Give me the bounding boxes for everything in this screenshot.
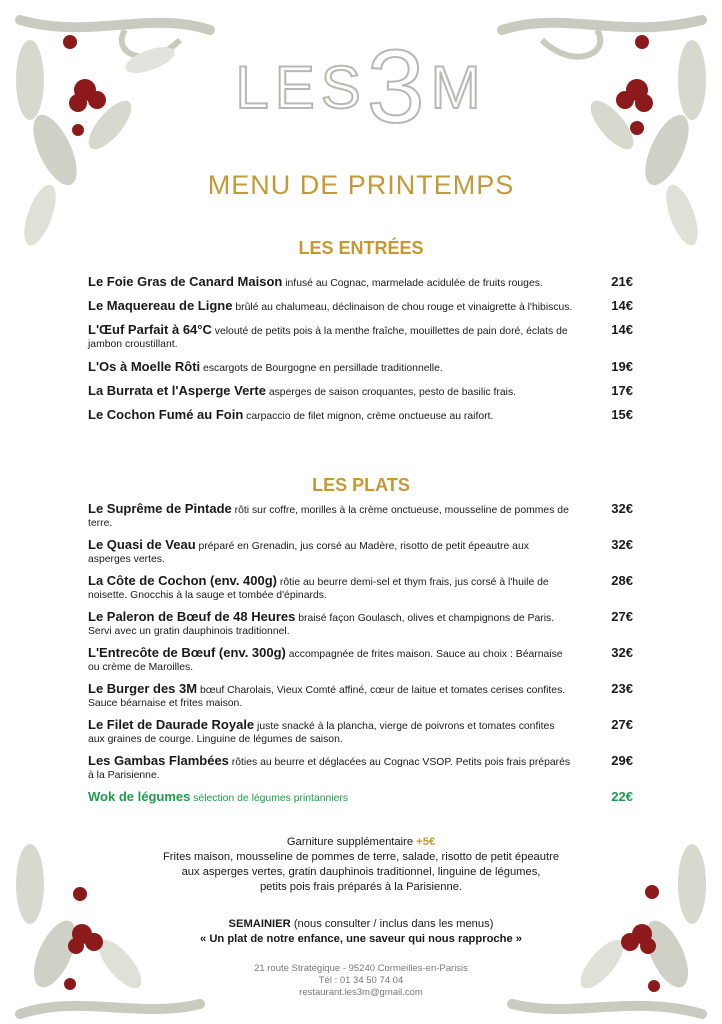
plats-list xyxy=(88,502,633,813)
menu-item xyxy=(88,323,633,351)
logo-suffix: M xyxy=(430,54,487,121)
menu-item xyxy=(88,538,633,566)
menu-item xyxy=(88,610,633,638)
menu-item-name: Le Cochon Fumé au Foin xyxy=(88,407,244,422)
menu-item-description: accompagnée de frites maison. Sauce au choix : Béarnaise ou crème de Maroilles. xyxy=(88,649,563,673)
menu-item-price: 32€ xyxy=(611,501,633,516)
menu-item-price: 14€ xyxy=(611,298,633,313)
menu-item xyxy=(88,408,633,423)
section-heading-plats: LES PLATS xyxy=(312,475,410,495)
menu-item-description: sélection de légumes printanniers xyxy=(190,793,349,804)
garniture-label: Garniture supplémentaire xyxy=(286,836,417,848)
menu-item-price: 23€ xyxy=(611,681,633,696)
semainier-note: (nous consulter / inclus dans les menus) xyxy=(290,918,494,930)
menu-item-description: velouté de petits pois à la menthe fraîche, mouillettes de pain doré, éclats de jambon croustillant. xyxy=(88,326,568,350)
menu-item-description: préparé en Grenadin, jus corsé au Madère, risotto de petit épeautre aux asperges vertes. xyxy=(88,541,529,565)
menu-item xyxy=(88,574,633,602)
menu-item xyxy=(88,275,633,290)
semainier-block xyxy=(0,917,722,947)
menu-item xyxy=(88,682,633,710)
menu-item-name: Le Filet de Daurade Royale xyxy=(88,717,255,732)
menu-item-description: bœuf Charolais, Vieux Comté affiné, cœur de laitue et tomates cerises confites. Sauce béarnaise et frites maison. xyxy=(88,685,566,709)
menu-item-name: L'Œuf Parfait à 64°C xyxy=(88,322,212,337)
menu-item xyxy=(88,502,633,530)
menu-item-description: rôti sur coffre, morilles à la crème onctueuse, mousseline de pommes de terre. xyxy=(88,505,569,529)
menu-item xyxy=(88,360,633,375)
menu-item xyxy=(88,790,633,805)
garniture-block xyxy=(0,835,722,895)
menu-item-name: Le Burger des 3M xyxy=(88,681,198,696)
menu-item-name: Le Maquereau de Ligne xyxy=(88,298,233,313)
menu-item-price: 17€ xyxy=(611,383,633,398)
garniture-list-line: aux asperges vertes, gratin dauphinois traditionnel, linguine de légumes, xyxy=(181,866,541,878)
menu-item-price: 32€ xyxy=(611,537,633,552)
menu-item-price: 29€ xyxy=(611,753,633,768)
menu-item xyxy=(88,299,633,314)
menu-item-description: brûlé au chalumeau, déclinaison de chou rouge et vinaigrette à l'hibiscus. xyxy=(232,302,573,313)
footer-contact xyxy=(0,963,722,999)
menu-item-name: Le Paleron de Bœuf de 48 Heures xyxy=(88,609,296,624)
restaurant-logo xyxy=(0,28,722,147)
menu-title: MENU DE PRINTEMPS xyxy=(207,170,515,200)
menu-item-price: 32€ xyxy=(611,645,633,660)
menu-item-name: Wok de légumes xyxy=(88,789,191,804)
menu-item-description: rôtie au beurre demi-sel et thym frais, jus corsé à l'huile de noisette. Gnocchis à la sauge et tombée d'épinards. xyxy=(88,577,549,601)
footer-email: restaurant.les3m@gmail.com xyxy=(299,987,423,998)
menu-item-price: 27€ xyxy=(611,609,633,624)
menu-item-description: infusé au Cognac, marmelade acidulée de fruits rouges. xyxy=(282,278,543,289)
semainier-quote: « Un plat de notre enfance, une saveur qui nous rapproche » xyxy=(199,933,523,945)
menu-item-name: La Côte de Cochon (env. 400g) xyxy=(88,573,278,588)
menu-item-description: carpaccio de filet mignon, crème onctueuse au raifort. xyxy=(243,411,494,422)
garniture-list-line: Frites maison, mousseline de pommes de terre, salade, risotto de petit épeautre xyxy=(162,851,560,863)
logo-prefix: LES xyxy=(235,54,367,121)
menu-item-description: rôties au beurre et déglacées au Cognac VSOP. Petits pois frais préparés à la Parisienne. xyxy=(88,757,571,781)
menu-item-price: 15€ xyxy=(611,407,633,422)
menu-item xyxy=(88,754,633,782)
menu-item xyxy=(88,384,633,399)
menu-item-name: Le Foie Gras de Canard Maison xyxy=(88,274,283,289)
menu-item-price: 27€ xyxy=(611,717,633,732)
menu-item-description: juste snacké à la plancha, vierge de poivrons et tomates confites aux graines de courge. Linguine de légumes de saison. xyxy=(88,721,555,745)
menu-item-name: Le Suprême de Pintade xyxy=(88,501,232,516)
menu-item xyxy=(88,718,633,746)
menu-item-name: Les Gambas Flambées xyxy=(88,753,229,768)
menu-item-name: La Burrata et l'Asperge Verte xyxy=(88,383,266,398)
menu-item-name: L'Os à Moelle Rôti xyxy=(88,359,201,374)
menu-item-description: escargots de Bourgogne en persillade traditionnelle. xyxy=(200,363,443,374)
menu-item-price: 21€ xyxy=(611,274,633,289)
footer-address: 21 route Stratégique - 95240 Cormeilles-en-Parisis xyxy=(254,963,468,974)
section-heading-entrees: LES ENTRÉES xyxy=(298,238,424,258)
menu-item-name: L'Entrecôte de Bœuf (env. 300g) xyxy=(88,645,286,660)
menu-item-name: Le Quasi de Veau xyxy=(88,537,196,552)
menu-item-description: asperges de saison croquantes, pesto de basilic frais. xyxy=(265,387,517,398)
entrees-list xyxy=(88,275,633,432)
garniture-price: +5€ xyxy=(416,836,436,848)
logo-number: 3 xyxy=(366,29,431,145)
semainier-label: SEMAINIER xyxy=(228,918,291,930)
footer-phone: Tél : 01 34 50 74 04 xyxy=(318,975,404,986)
menu-item-price: 14€ xyxy=(611,322,633,337)
menu-item-description: braisé façon Goulasch, olives et champignons de Paris. Servi avec un gratin dauphinois traditionnel. xyxy=(88,613,555,637)
menu-item xyxy=(88,646,633,674)
menu-item-price: 28€ xyxy=(611,573,633,588)
garniture-list-line: petits pois frais préparés à la Parisienne. xyxy=(259,881,463,893)
menu-item-price: 22€ xyxy=(611,789,633,804)
menu-item-price: 19€ xyxy=(611,359,633,374)
